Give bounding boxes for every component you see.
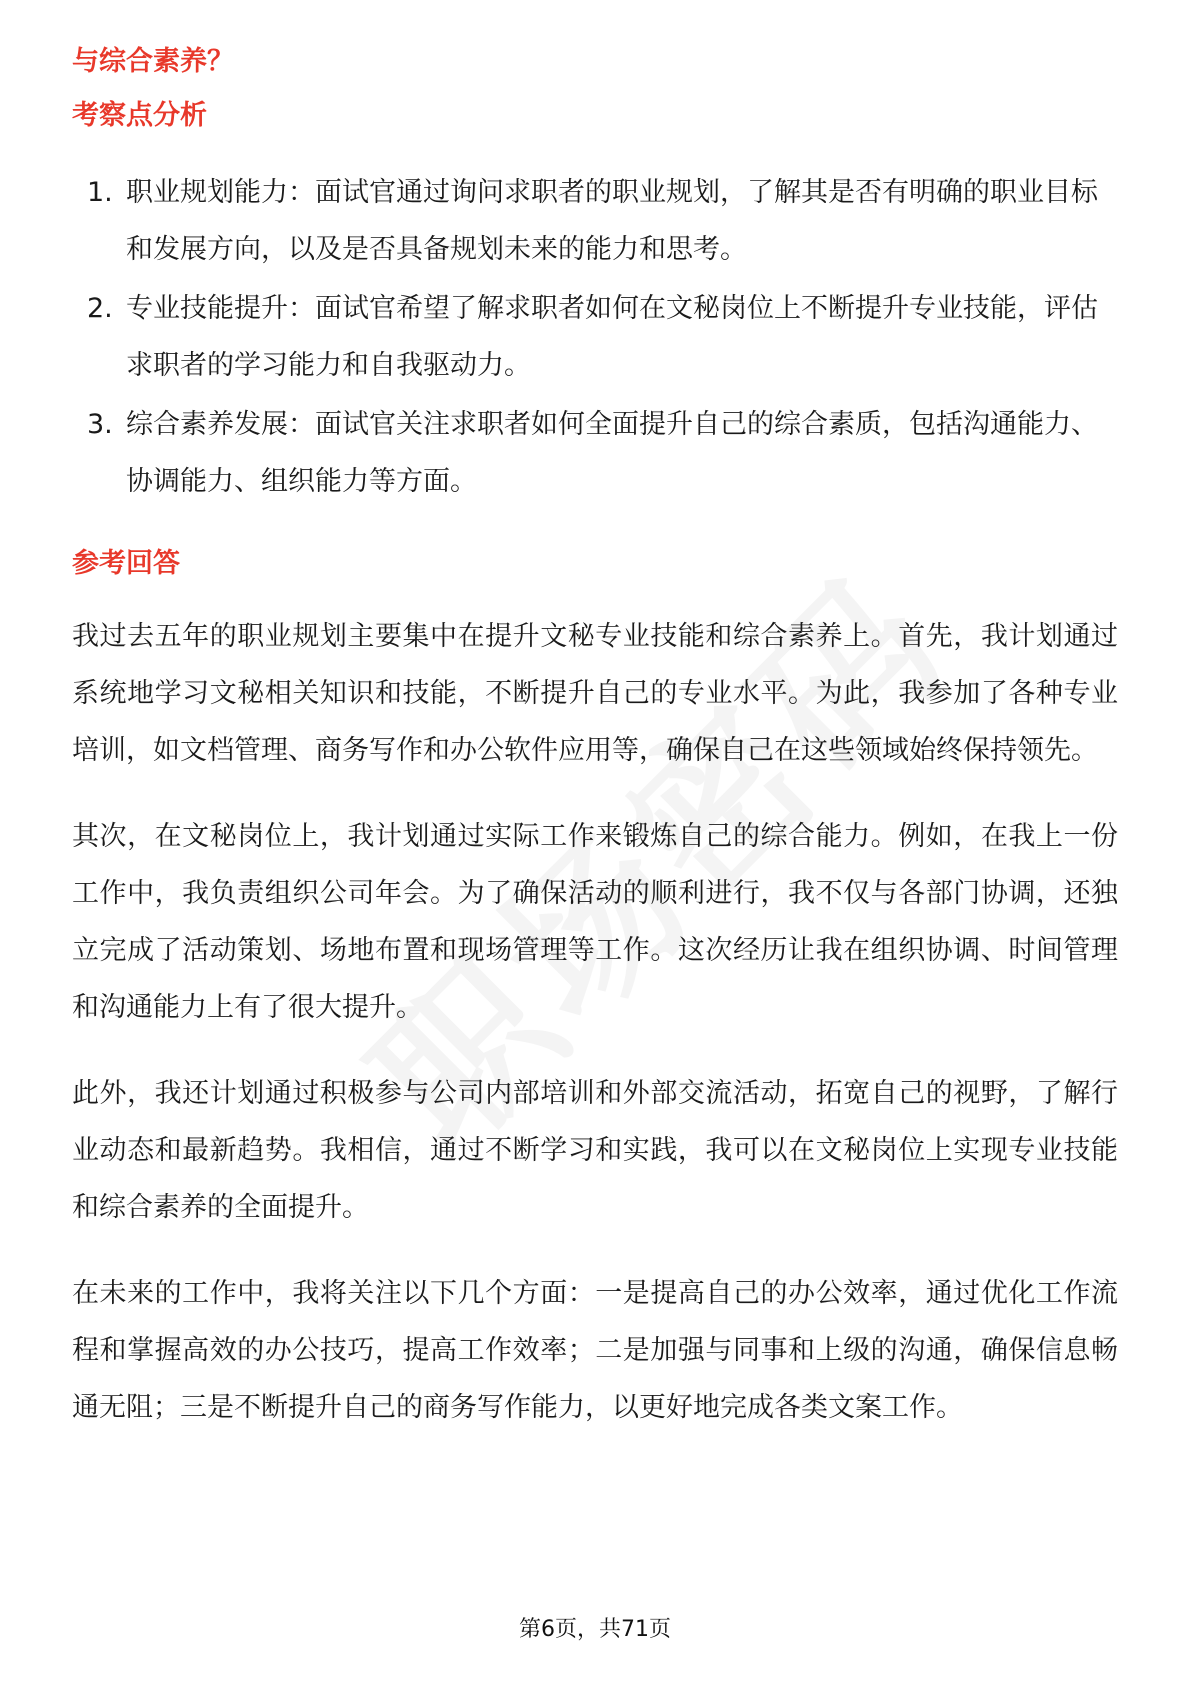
point-number: 2. bbox=[87, 293, 113, 324]
page-number-footer: 第6页，共71页 bbox=[519, 1617, 671, 1642]
analysis-point bbox=[72, 164, 1118, 278]
analysis-points-list bbox=[72, 164, 1118, 510]
point-number: 3. bbox=[87, 409, 113, 440]
analysis-point bbox=[72, 396, 1118, 510]
point-text: 职业规划能力：面试官通过询问求职者的职业规划，了解其是否有明确的职业目标和发展方向，以及是否具备规划未来的能力和思考。 bbox=[126, 177, 1098, 265]
analysis-point bbox=[72, 280, 1118, 394]
answer-paragraph: 我过去五年的职业规划主要集中在提升文秘专业技能和综合素养上。首先，我计划通过系统地学习文秘相关知识和技能，不断提升自己的专业水平。为此，我参加了各种专业培训，如文档管理、商务写作和办公软件应用等，确保自己在这些领域始终保持领先。 bbox=[72, 621, 1118, 766]
point-number: 1. bbox=[87, 177, 113, 208]
answer-paragraph: 在未来的工作中，我将关注以下几个方面：一是提高自己的办公效率，通过优化工作流程和掌握高效的办公技巧，提高工作效率；二是加强与同事和上级的沟通，确保信息畅通无阻；三是不断提升自己的商务写作能力，以更好地完成各类文案工作。 bbox=[72, 1278, 1118, 1423]
page-content bbox=[72, 42, 1118, 1465]
answer-paragraph: 此外，我还计划通过积极参与公司内部培训和外部交流活动，拓宽自己的视野，了解行业动态和最新趋势。我相信，通过不断学习和实践，我可以在文秘岗位上实现专业技能和综合素养的全面提升。 bbox=[72, 1078, 1118, 1223]
question-tail-heading: 与综合素养？ bbox=[72, 46, 234, 77]
point-text: 专业技能提升：面试官希望了解求职者如何在文秘岗位上不断提升专业技能，评估求职者的学习能力和自我驱动力。 bbox=[126, 293, 1098, 381]
answer-paragraph: 其次，在文秘岗位上，我计划通过实际工作来锻炼自己的综合能力。例如，在我上一份工作中，我负责组织公司年会。为了确保活动的顺利进行，我不仅与各部门协调，还独立完成了活动策划、场地布置和现场管理等工作。这次经历让我在组织协调、时间管理和沟通能力上有了很大提升。 bbox=[72, 821, 1118, 1023]
answer-heading: 参考回答 bbox=[72, 548, 180, 579]
analysis-heading: 考察点分析 bbox=[72, 100, 207, 131]
point-text: 综合素养发展：面试官关注求职者如何全面提升自己的综合素质，包括沟通能力、协调能力、组织能力等方面。 bbox=[126, 409, 1098, 497]
